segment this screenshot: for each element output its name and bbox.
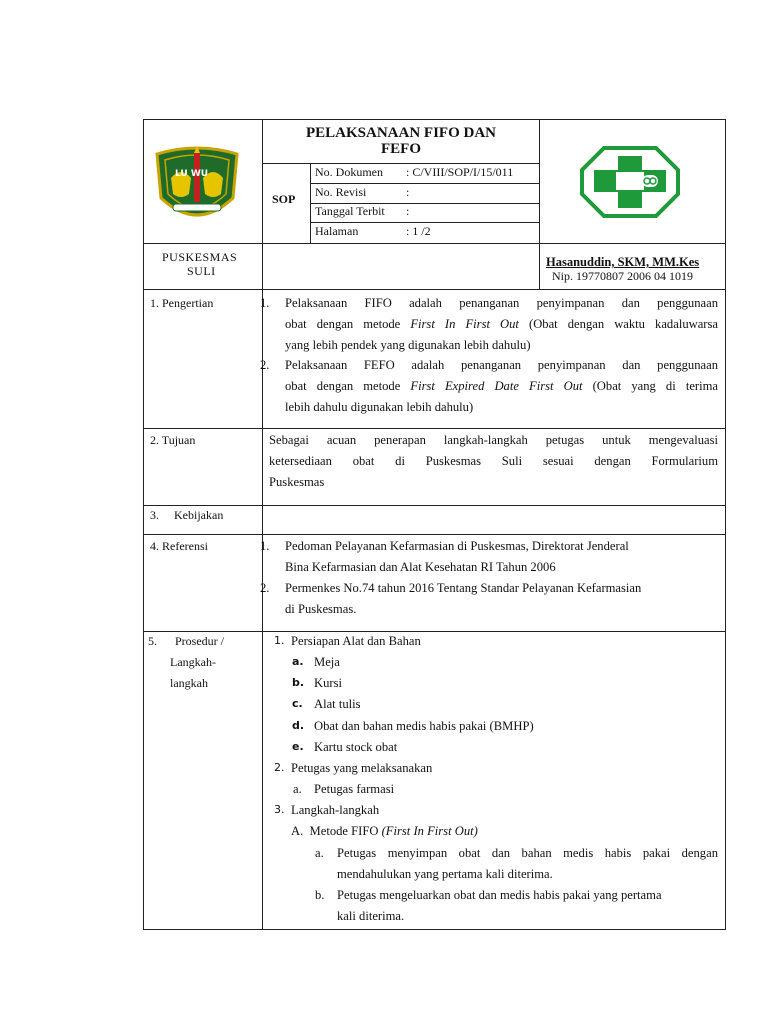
table-border-bottom — [143, 929, 726, 930]
method-a-sub-b-line2: kali diterima. — [337, 909, 405, 923]
pengertian-item1-line1: Pelaksanaan FIFO adalah penanganan penyimpanan dan penggunaan — [285, 296, 718, 310]
emphasis-text: First Expired Date First Out — [410, 379, 583, 393]
divider — [539, 119, 540, 289]
referensi-item2-line2: di Puskesmas. — [285, 602, 357, 616]
divider — [143, 243, 726, 244]
crest-logo-text: LU WU — [175, 169, 209, 179]
section-label-tujuan: 2. Tujuan — [150, 433, 196, 447]
table-border-left — [143, 119, 144, 930]
method-a-sub-a-line1: Petugas menyimpan obat dan bahan medis habis pakai dengan — [337, 846, 718, 860]
referensi-item1-line2: Bina Kefarmasian dan Alat Kesehatan RI Tahun 2006 — [285, 560, 556, 574]
text-segment: obat dengan metode — [285, 317, 411, 331]
section-label-prosedur-line3: langkah — [170, 676, 208, 690]
text-segment: (Obat yang di terima — [582, 379, 718, 393]
tujuan-line2: ketersediaan obat di Puskesmas Suli sesuai dengan Formularium — [269, 454, 718, 468]
step1-item: Alat tulis — [314, 697, 361, 711]
doc-field-label: No. Dokumen — [315, 165, 383, 179]
list-number: 1. — [260, 296, 270, 310]
divider — [143, 289, 726, 290]
emphasis-text: (First In First Out) — [381, 824, 478, 838]
section-label-prosedur-line1: 5. Prosedur / — [148, 634, 224, 648]
text-segment: (Obat dengan waktu kadaluwarsa — [518, 317, 718, 331]
divider — [262, 119, 263, 929]
tujuan-line3: Puskesmas — [269, 475, 325, 489]
referensi-item2-line1: Permenkes No.74 tahun 2016 Tentang Standar Pelayanan Kefarmasian — [285, 581, 642, 595]
pengertian-item2-line1: Pelaksanaan FEFO adalah penanganan penyimpanan dan penggunaan — [285, 358, 718, 372]
divider — [143, 534, 726, 535]
list-number: 2. — [260, 581, 270, 595]
list-number: 1. — [260, 539, 270, 553]
method-a-sub-b-line1: Petugas mengeluarkan obat dan medis habis pakai yang pertama — [337, 888, 662, 902]
section-label-referensi: 4. Referensi — [150, 539, 208, 553]
pengertian-item1-line3: yang lebih pendek yang digunakan lebih dahulu) — [285, 338, 531, 352]
text-segment: A. Metode FIFO — [291, 824, 382, 838]
doc-field-label: No. Revisi — [315, 185, 367, 199]
table-border-top — [143, 119, 726, 120]
divider — [143, 631, 726, 632]
doc-field-value: : — [406, 204, 410, 218]
section-label-kebijakan-number: 3. — [150, 508, 159, 522]
document-title-line2: FEFO — [381, 141, 421, 157]
signer-nip: Nip. 19770807 2006 04 1019 — [552, 269, 693, 283]
pengertian-item2-line3: lebih dahulu digunakan lebih dahulu) — [285, 400, 474, 414]
list-letter: a. — [293, 782, 302, 796]
list-letter: e. — [292, 740, 304, 753]
step1-item: Meja — [314, 655, 340, 669]
doc-field-label: Tanggal Terbit — [315, 204, 385, 218]
text-segment: obat dengan metode — [285, 379, 411, 393]
doc-field-value: : C/VIII/SOP/I/15/011 — [406, 165, 514, 179]
luwu-crest-logo — [151, 142, 243, 230]
step3-text: Langkah-langkah — [291, 803, 380, 817]
document-title-line1: PELAKSANAAN FIFO DAN — [305, 125, 496, 141]
emphasis-text: First In First Out — [410, 317, 519, 331]
list-number: 2. — [260, 358, 270, 372]
step1-item: Obat dan bahan medis habis pakai (BMHP) — [314, 719, 534, 733]
doc-field-value: : 1 /2 — [406, 224, 431, 238]
divider — [143, 505, 726, 506]
pengertian-item1-line2 — [285, 316, 718, 332]
sop-label: SOP — [272, 192, 296, 206]
organization-name-line2: SULI — [187, 264, 216, 278]
list-letter: b. — [315, 888, 325, 902]
doc-field-value: : — [406, 185, 410, 199]
step1-text: Persiapan Alat dan Bahan — [291, 634, 421, 648]
list-letter: b. — [292, 676, 305, 689]
step-number: 2. — [274, 761, 285, 774]
step2-item: Petugas farmasi — [314, 782, 395, 796]
step1-item: Kursi — [314, 676, 342, 690]
list-letter: c. — [292, 697, 303, 710]
step1-item: Kartu stock obat — [314, 740, 398, 754]
method-a-heading — [291, 823, 478, 839]
section-label-prosedur-line2: Langkah- — [170, 655, 216, 669]
doc-field-label: Halaman — [315, 224, 359, 238]
list-letter: a. — [315, 846, 324, 860]
tujuan-line1: Sebagai acuan penerapan langkah-langkah petugas untuk mengevaluasi — [269, 433, 718, 447]
puskesmas-cross-logo — [580, 146, 680, 218]
referensi-item1-line1: Pedoman Pelayanan Kefarmasian di Puskesmas, Direktorat Jenderal — [285, 539, 629, 553]
method-a-sub-a-line2: mendahulukan yang pertama kali diterima. — [337, 867, 553, 881]
list-letter: a. — [292, 655, 304, 668]
organization-name-line1: PUSKESMAS — [162, 250, 238, 264]
step2-text: Petugas yang melaksanakan — [291, 761, 433, 775]
step-number: 3. — [274, 803, 285, 816]
section-label-pengertian: 1. Pengertian — [150, 296, 214, 310]
divider — [143, 428, 726, 429]
table-border-right — [725, 119, 726, 930]
list-letter: d. — [292, 719, 305, 732]
step-number: 1. — [274, 634, 285, 647]
section-label-kebijakan: Kebijakan — [174, 508, 224, 522]
pengertian-item2-line2 — [285, 378, 718, 394]
signer-name: Hasanuddin, SKM, MM.Kes — [546, 255, 700, 269]
